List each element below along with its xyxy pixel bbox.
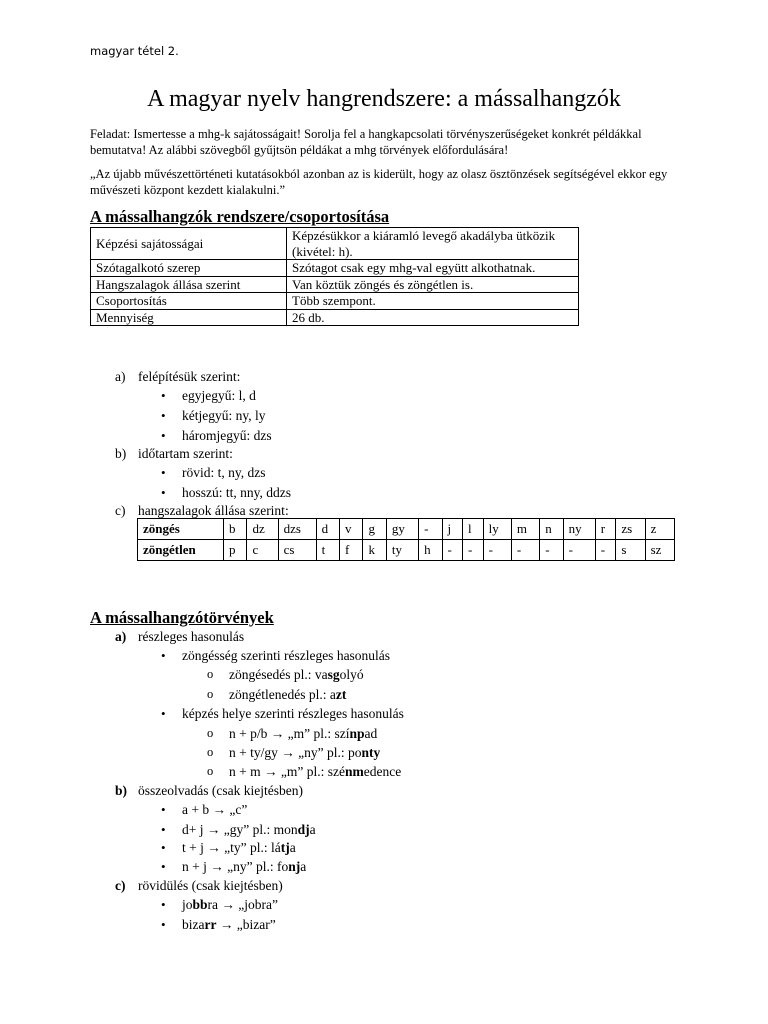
bullet-icon: • [161, 465, 166, 480]
list-item: időtartam szerint: [138, 446, 233, 461]
bullet-icon: • [161, 706, 166, 721]
list-item: rövidülés (csak kiejtésben) [138, 878, 283, 893]
circle-bullet-icon: o [207, 726, 214, 740]
page-header: magyar tétel 2. [90, 44, 179, 58]
list-item: n + m → „m” pl.: szénmedence [229, 764, 402, 779]
table-cell: - [463, 540, 484, 561]
list-item: egyjegyű: l, d [182, 388, 256, 403]
table-row [138, 519, 675, 540]
table-cell: f [340, 540, 363, 561]
list-item: bizarr → „bizar” [182, 917, 276, 932]
table-row [91, 228, 579, 260]
list-item: kétjegyű: ny, ly [182, 408, 266, 423]
bullet-icon: • [161, 388, 166, 403]
table-cell: n [540, 519, 563, 540]
table-cell: m [511, 519, 539, 540]
list-marker: a) [115, 629, 127, 644]
table-cell: Szótagalkotó szerep [91, 260, 287, 277]
task-paragraph: Feladat: Ismertesse a mhg-k sajátosságait! Sorolja fel a hangkapcsolati törvényszerűségeket konkrét példákkal bemutatva! Az alábbi szövegből gyűjtsön példákat a mhg törvények előfordulására! [90, 127, 642, 157]
table-cell: p [224, 540, 247, 561]
table-cell: - [563, 540, 595, 561]
list-item: összeolvadás (csak kiejtésben) [138, 783, 303, 798]
circle-bullet-icon: o [207, 667, 214, 681]
table-cell: - [419, 519, 442, 540]
list-item: részleges hasonulás [138, 629, 245, 644]
table-cell: 26 db. [287, 309, 579, 326]
section-heading-laws: A mássalhangzótörvények [90, 608, 274, 627]
table-cell: g [363, 519, 386, 540]
table-cell: ly [483, 519, 511, 540]
table-cell: c [247, 540, 278, 561]
list-item: rövid: t, ny, dzs [182, 465, 266, 480]
table-cell: d [316, 519, 339, 540]
table-row [91, 260, 579, 277]
table-cell: z [645, 519, 674, 540]
list-marker: c) [115, 878, 126, 893]
table-cell: sz [645, 540, 674, 561]
table-cell: zs [616, 519, 645, 540]
bullet-icon: • [161, 917, 166, 932]
bullet-icon: • [161, 897, 166, 912]
table-cell: ny [563, 519, 595, 540]
table-cell: Képzési sajátosságai [91, 228, 287, 260]
bullet-icon: • [161, 485, 166, 500]
list-item: d+ j → „gy” pl.: mondja [182, 822, 316, 837]
list-item: felépítésük szerint: [138, 369, 241, 384]
list-item: zöngésedés pl.: vasgolyó [229, 667, 364, 682]
bullet-icon: • [161, 822, 166, 837]
table-cell: - [540, 540, 563, 561]
table-cell: s [616, 540, 645, 561]
table-row [91, 309, 579, 326]
list-marker: c) [115, 503, 126, 518]
table-cell: b [224, 519, 247, 540]
table-cell: Szótagot csak egy mhg-val együtt alkothatnak. [287, 260, 579, 277]
list-item: a + b → „c” [182, 802, 248, 817]
table-cell: zöngétlen [138, 540, 224, 561]
table-cell: - [442, 540, 463, 561]
table-cell: dz [247, 519, 278, 540]
table-cell: k [363, 540, 386, 561]
bullet-icon: • [161, 859, 166, 874]
table-cell: - [595, 540, 616, 561]
list-item: képzés helye szerinti részleges hasonulás [182, 706, 404, 721]
bullet-icon: • [161, 408, 166, 423]
table-cell: t [316, 540, 339, 561]
list-marker: b) [115, 783, 128, 798]
table-cell: Csoportosítás [91, 293, 287, 310]
table-cell: Mennyiség [91, 309, 287, 326]
list-item: zöngétlenedés pl.: azt [229, 687, 347, 702]
bullet-icon: • [161, 840, 166, 855]
table-cell: Több szempont. [287, 293, 579, 310]
list-item: n + j → „ny” pl.: fonja [182, 859, 307, 874]
list-item: háromjegyű: dzs [182, 428, 272, 443]
properties-table [90, 227, 579, 326]
table-cell: h [419, 540, 442, 561]
list-item: hangszalagok állása szerint: [138, 503, 289, 518]
circle-bullet-icon: o [207, 745, 214, 759]
table-cell: - [511, 540, 539, 561]
table-cell: ty [386, 540, 418, 561]
list-item: hosszú: tt, nny, ddzs [182, 485, 291, 500]
list-item: t + j → „ty” pl.: látja [182, 840, 296, 855]
list-marker: a) [115, 369, 126, 384]
list-item: zöngésség szerinti részleges hasonulás [182, 648, 391, 663]
table-cell: - [483, 540, 511, 561]
section-heading-system: A mássalhangzók rendszere/csoportosítása [90, 207, 390, 226]
table-cell: gy [386, 519, 418, 540]
table-cell: r [595, 519, 616, 540]
table-cell: v [340, 519, 363, 540]
bullet-icon: • [161, 648, 166, 663]
list-marker: b) [115, 446, 127, 461]
voicing-table [137, 518, 675, 561]
table-cell: zöngés [138, 519, 224, 540]
table-row [138, 540, 675, 561]
table-cell: l [463, 519, 484, 540]
list-item: n + p/b → „m” pl.: színpad [229, 726, 378, 741]
document-title: A magyar nyelv hangrendszere: a mássalhangzók [147, 86, 621, 112]
bullet-icon: • [161, 428, 166, 443]
table-cell: Van köztük zöngés és zöngétlen is. [287, 276, 579, 293]
table-cell: j [442, 519, 463, 540]
bullet-icon: • [161, 802, 166, 817]
list-item: n + ty/gy → „ny” pl.: ponty [229, 745, 381, 760]
table-cell: dzs [278, 519, 316, 540]
circle-bullet-icon: o [207, 687, 214, 701]
table-row [91, 293, 579, 310]
table-cell: Hangszalagok állása szerint [91, 276, 287, 293]
circle-bullet-icon: o [207, 764, 214, 778]
list-item: jobbra → „jobra” [182, 897, 279, 912]
table-cell: cs [278, 540, 316, 561]
table-row [91, 276, 579, 293]
table-cell: Képzésükkor a kiáramló levegő akadályba ütközik (kivétel: h). [287, 228, 579, 260]
quote-paragraph: „Az újabb művészettörténeti kutatásokból azonban az is kiderült, hogy az olasz ösztönzések segítségével ekkor egy művészeti központ kezdett kialakulni.” [90, 167, 668, 197]
